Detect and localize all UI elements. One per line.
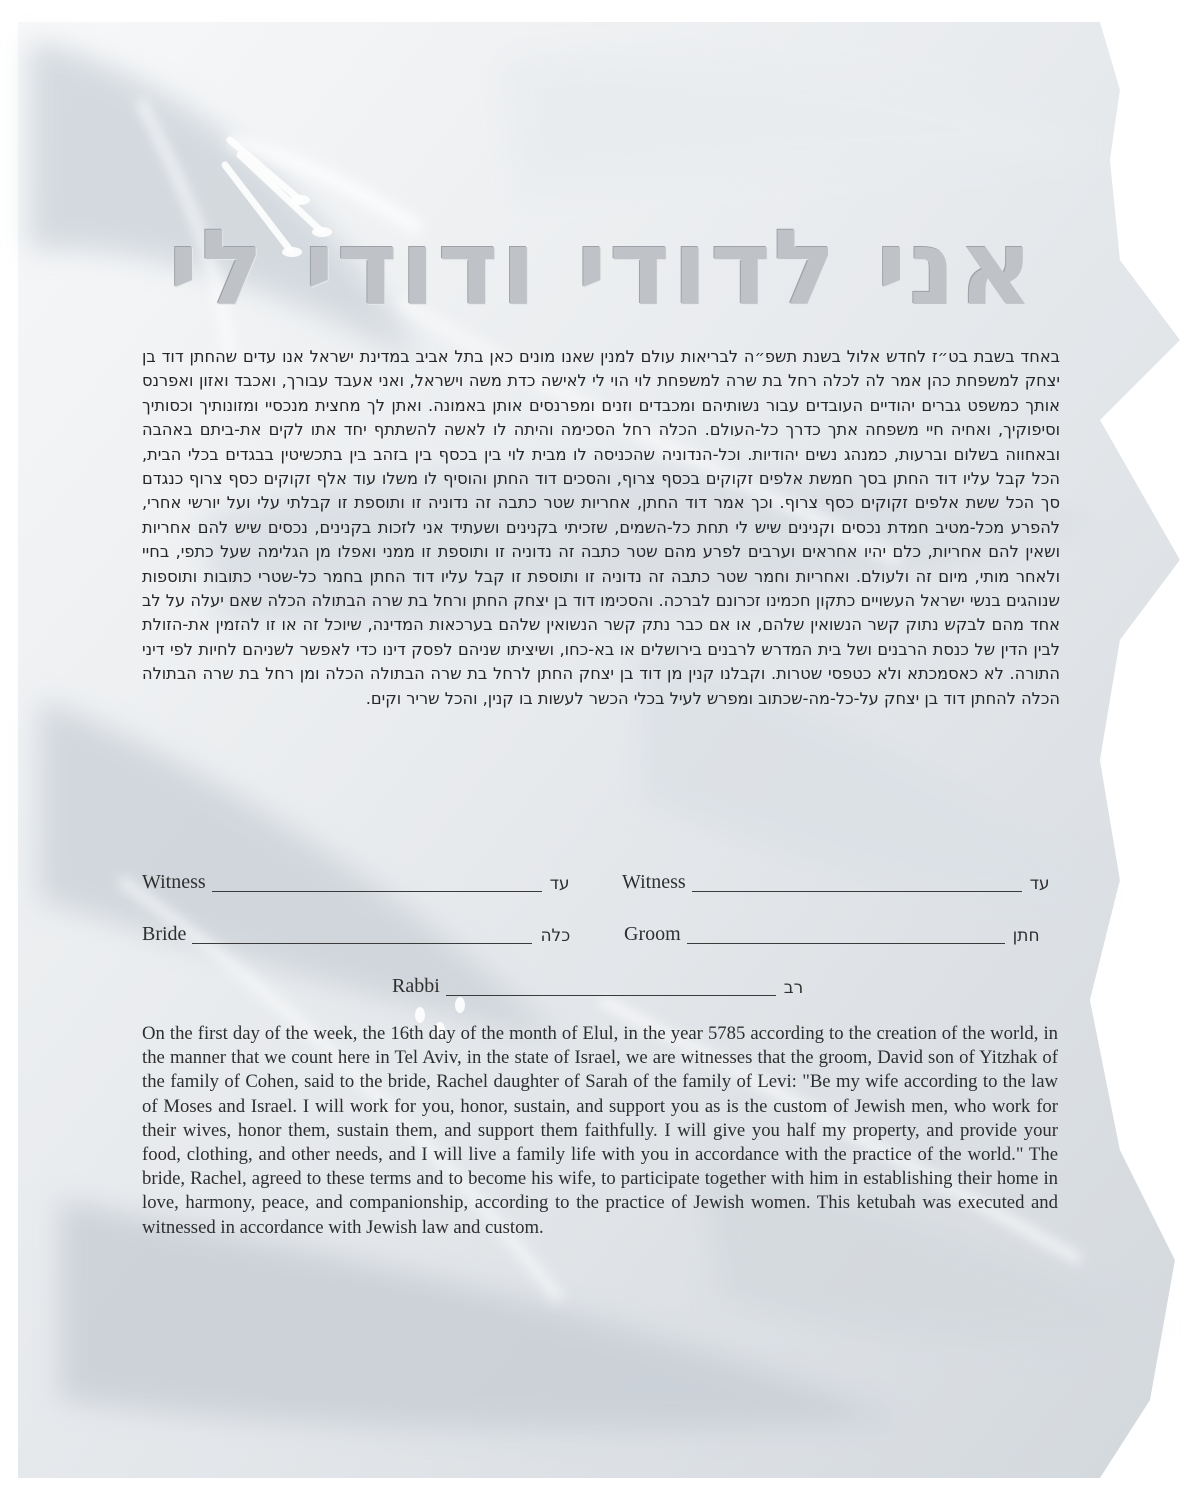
- witness-signature-line[interactable]: [692, 873, 1022, 892]
- groom-hebrew-label: חתן: [1012, 926, 1040, 946]
- witness-signature-line[interactable]: [212, 873, 542, 892]
- rabbi-signature: [392, 972, 803, 998]
- witness-signature-right: [622, 868, 1050, 894]
- groom-signature-line[interactable]: [687, 925, 1005, 944]
- rabbi-hebrew-label: רב: [783, 978, 804, 998]
- witness-label: Witness: [622, 871, 686, 893]
- page-title: אני לדודי ודודי לי: [168, 207, 1036, 329]
- bride-signature: [142, 920, 570, 946]
- rabbi-label: Rabbi: [392, 975, 440, 997]
- bride-signature-line[interactable]: [192, 925, 532, 944]
- witness-signature-left: [142, 868, 570, 894]
- witness-hebrew-label: עד: [1029, 874, 1050, 894]
- bride-hebrew-label: כלה: [540, 926, 571, 946]
- hebrew-ketubah-text: באחד בשבת בט״ז לחדש אלול בשנת תשפ״ה לבריאות עולם למנין שאנו מונים כאן בתל אביב במדינת ישראל אנו עדים שהחתן דוד בן יצחק למשפחת כהן אמר לה לכלה רחל בת שרה למשפחת לוי הוי לי לאישה כדת משה וישראל, ואני אעבד עבורך, ואכבד ואזון ואפרנס אותך כמשפט גברים יהודיים העובדים עבור נשותיהם ומכבדים וזנים ומפרנסים אותן באמונה. ואתן לך מחצית מנכסיי ומזונותיך וכסותיך וסיפוקיך, ואחיה חיי משפחה אתך כדרך כל-העולם. הכלה רחל הסכימה והיתה לו לאשה להשתתף יחד אתו לקים את-ביתם באהבה ובאחווה בשלום וברעות, כמנהג נשים יהודיות. וכל-הנדוניה שהכניסה לו מבית לוי בין בכסף בין בזהב בין בתכשיטין בבגדים בכלי הבית, הכל קבל עליו דוד החתן בסך חמשת אלפים זקוקים בכסף צרוף, והסכים דוד החתן והוסיף לו משלו עוד אלף זקוקים כסף צרוף כנגדם סך הכל ששת אלפים זקוקים כסף צרוף. וכך אמר דוד החתן, אחריות שטר כתבה זה נדוניה זו ותוספת זו קבלתי עלי ועל יורשי אחרי, להפרע מכל-מטיב חמדת נכסים וקנינים שיש לי תחת כל-השמים, שזכיתי בקנינים ושעתיד אני לזכות בקנינים, נכסים שיש להם אחריות ושאין להם אחריות, כלם יהיו אחראים וערבים לפרע מהם שטר כתבה זה נדוניה זו ותוספת זו ממני ואפלו מן הגלימה שעל כתפי, בחיי ולאחר מותי, מיום זה ולעולם. ואחריות וחמר שטר כתבה זה נדוניה זו ותוספת זו קבל עליו דוד החתן בחמר כל-שטרי כתובות ותוספות שנוהגים בנשי ישראל העשויים כתקון חכמינו זכרונם לברכה. והסכימו דוד בן יצחק החתן ורחל בת שרה הבתולה הכלה שאם יעלה על לב אחד מהם לבקש נתוק קשר הנשואין שלהם, או אם כבר נתק קשר הנשואין שלהם בערכאות המדינה, שיוכל זה או זו להזמין את-הזולת לבין הדין של כנסת הרבנים ושל בית המדרש לרבנים בירושלים או בא-כחו, ושיציתו שניהם לפסק דינו כדי לאפשר לשניהם לחיות לפי דיני התורה. לא כאסמכתא ולא כטפסי שטרות. וקבלנו קנין מן דוד בן יצחק החתן לרחל בת שרה הבתולה הכלה ומן רחל בת שרה הבתולה הכלה להחתן דוד בן יצחק על-כל-מה-שכתוב ומפרש לעיל בכלי הכשר לעשות בו קנין, והכל שריר וקים.: [142, 347, 1060, 708]
- groom-signature: [624, 920, 1040, 946]
- bride-label: Bride: [142, 923, 187, 945]
- witness-label: Witness: [142, 871, 206, 893]
- witness-hebrew-label: עד: [549, 874, 570, 894]
- english-ketubah-text: On the first day of the week, the 16th day of the month of Elul, in the year 5785 according to the creation of the world, in the manner that we count here in Tel Aviv, in the state of Israel, we are witnesses that the groom, David son of Yitzhak of the family of Cohen, said to the bride, Rachel daughter of Sarah of the family of Levi: "Be my wife according to the law of Moses and Israel. I will work for you, honor, sustain, and support you as is the custom of Jewish men, who work for their wives, honor them, sustain them, and support them faithfully. I will give you half my property, and provide your food, clothing, and other needs, and I will live a family life with you in accordance with the practice of the world." The bride, Rachel, agreed to these terms and to become his wife, to participate together with him in establishing their home in love, harmony, peace, and companionship, according to the practice of Jewish women. This ketubah was executed and witnessed in accordance with Jewish law and custom.: [142, 1023, 1058, 1238]
- rabbi-signature-line[interactable]: [446, 977, 776, 996]
- groom-label: Groom: [624, 923, 681, 945]
